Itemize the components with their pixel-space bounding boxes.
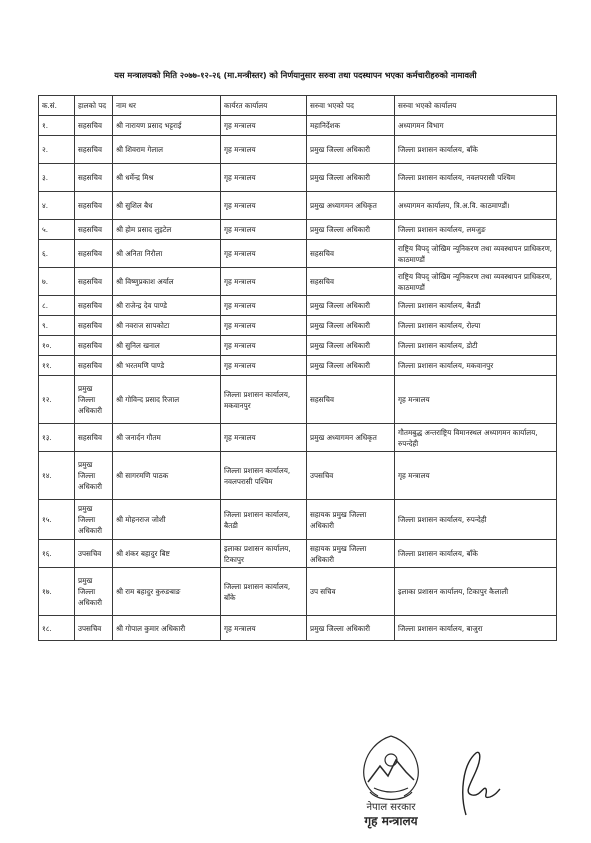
transfer-table — [38, 95, 557, 641]
header-name: नाम थर — [113, 96, 221, 116]
cell-name: श्री नवराज सापकोटा — [113, 316, 221, 336]
official-seal — [348, 730, 434, 830]
cell-current-office: जिल्ला प्रशासन कार्यालय, बैतडी — [221, 500, 307, 540]
cell-name: श्री धर्मेन्द्र मिश्र — [113, 164, 221, 192]
cell-current-post: सहसचिव — [75, 268, 113, 296]
cell-serial: ७. — [39, 268, 75, 296]
table-row — [39, 356, 557, 376]
cell-current-post: सहसचिव — [75, 116, 113, 136]
cell-new-office: जिल्ला प्रशासन कार्यालय, बाजुरा — [395, 616, 557, 641]
cell-current-post: प्रमुख जिल्ला अधिकारी — [75, 376, 113, 424]
cell-serial: १४. — [39, 452, 75, 500]
cell-name: श्री विष्णुप्रकाश अर्याल — [113, 268, 221, 296]
cell-current-office: गृह मन्त्रालय — [221, 116, 307, 136]
cell-new-office: राष्ट्रिय विपद् जोखिम न्यूनिकरण तथा व्यवस्थापन प्राधिकरण, काठमाण्डौं — [395, 268, 557, 296]
cell-new-office: जिल्ला प्रशासन कार्यालय, मकवानपुर — [395, 356, 557, 376]
table-header-row — [39, 96, 557, 116]
table-body — [39, 116, 557, 641]
cell-current-post: उपसचिव — [75, 616, 113, 641]
cell-name: श्री राजेन्द्र देव पाण्डे — [113, 296, 221, 316]
cell-new-post: सहसचिव — [307, 376, 395, 424]
cell-current-office: गृह मन्त्रालय — [221, 336, 307, 356]
table-row — [39, 616, 557, 641]
cell-name: श्री गोविन्द प्रसाद रिजाल — [113, 376, 221, 424]
table-row — [39, 296, 557, 316]
cell-new-post: प्रमुख जिल्ला अधिकारी — [307, 136, 395, 164]
cell-new-office: इलाका प्रशासन कार्यालय, टिकापुर कैलाली — [395, 568, 557, 616]
cell-current-office: जिल्ला प्रशासन कार्यालय, बाँके — [221, 568, 307, 616]
cell-new-post: महानिर्देशक — [307, 116, 395, 136]
cell-name: श्री सागरमणि पाठक — [113, 452, 221, 500]
table-row — [39, 336, 557, 356]
header-current-office: कार्यरत कार्यालय — [221, 96, 307, 116]
cell-new-post: प्रमुख जिल्ला अधिकारी — [307, 316, 395, 336]
cell-serial: १. — [39, 116, 75, 136]
cell-name: श्री सुनिल खनाल — [113, 336, 221, 356]
cell-new-post: उपसचिव — [307, 452, 395, 500]
cell-new-office: जिल्ला प्रशासन कार्यालय, रुपन्देही — [395, 500, 557, 540]
cell-new-office: गृह मन्त्रालय — [395, 452, 557, 500]
cell-new-post: प्रमुख जिल्ला अधिकारी — [307, 356, 395, 376]
cell-current-office: गृह मन्त्रालय — [221, 136, 307, 164]
svg-text:गृह मन्त्रालय: गृह मन्त्रालय — [364, 814, 418, 828]
cell-serial: १८. — [39, 616, 75, 641]
cell-current-post: सहसचिव — [75, 240, 113, 268]
cell-serial: ४. — [39, 192, 75, 220]
table-row — [39, 424, 557, 452]
cell-serial: १५. — [39, 500, 75, 540]
cell-new-office: राष्ट्रिय विपद् जोखिम न्यूनिकरण तथा व्यवस्थापन प्राधिकरण, काठमाण्डौं — [395, 240, 557, 268]
document-title: यस मन्त्रालयको मिति २०७७-१२-२६ (मा.मन्त्रीस्तर) को निर्णयानुसार सरुवा तथा पदस्थापन भएका कर्मचारीहरुको नामावली — [114, 70, 477, 80]
table-row — [39, 136, 557, 164]
cell-name: श्री अनिता निरौला — [113, 240, 221, 268]
header-new-post: सरुवा भएको पद — [307, 96, 395, 116]
cell-current-office: गृह मन्त्रालय — [221, 356, 307, 376]
cell-new-office: जिल्ला प्रशासन कार्यालय, बाँके — [395, 540, 557, 568]
table-row — [39, 164, 557, 192]
cell-new-office: अध्यागमन विभाग — [395, 116, 557, 136]
cell-new-post: सहसचिव — [307, 268, 395, 296]
cell-current-office: गृह मन्त्रालय — [221, 240, 307, 268]
cell-current-office: जिल्ला प्रशासन कार्यालय, मकवानपुर — [221, 376, 307, 424]
header-serial: क.सं. — [39, 96, 75, 116]
cell-serial: १०. — [39, 336, 75, 356]
cell-new-office: जिल्ला प्रशासन कार्यालय, डोटी — [395, 336, 557, 356]
cell-name: श्री शिवराम गेलाल — [113, 136, 221, 164]
cell-new-office: जिल्ला प्रशासन कार्यालय, नवलपरासी पश्चिम — [395, 164, 557, 192]
cell-current-office: गृह मन्त्रालय — [221, 316, 307, 336]
cell-new-post: प्रमुख जिल्ला अधिकारी — [307, 220, 395, 240]
cell-new-office: जिल्ला प्रशासन कार्यालय, लमजुङ — [395, 220, 557, 240]
cell-new-post: सहायक प्रमुख जिल्ला अधिकारी — [307, 500, 395, 540]
cell-serial: ५. — [39, 220, 75, 240]
cell-new-office: गृह मन्त्रालय — [395, 376, 557, 424]
cell-new-post: प्रमुख जिल्ला अधिकारी — [307, 296, 395, 316]
cell-new-post: प्रमुख जिल्ला अधिकारी — [307, 336, 395, 356]
cell-new-office: गौतमबुद्ध अन्तराष्ट्रिय विमानस्थल अध्यागमन कार्यालय, रुपन्देही — [395, 424, 557, 452]
table-row — [39, 192, 557, 220]
cell-serial: २. — [39, 136, 75, 164]
cell-serial: १२. — [39, 376, 75, 424]
signature — [446, 745, 502, 820]
table-row — [39, 268, 557, 296]
cell-new-post: सहायक प्रमुख जिल्ला अधिकारी — [307, 540, 395, 568]
cell-current-post: प्रमुख जिल्ला अधिकारी — [75, 452, 113, 500]
cell-current-post: सहसचिव — [75, 424, 113, 452]
table-row — [39, 568, 557, 616]
cell-serial: ६. — [39, 240, 75, 268]
cell-current-office: गृह मन्त्रालय — [221, 268, 307, 296]
cell-current-post: सहसचिव — [75, 164, 113, 192]
cell-current-office: गृह मन्त्रालय — [221, 192, 307, 220]
cell-new-post: उप सचिव — [307, 568, 395, 616]
cell-new-post: प्रमुख अध्यागमन अधिकृत — [307, 424, 395, 452]
table-row — [39, 240, 557, 268]
cell-name: श्री सुशिल बैध — [113, 192, 221, 220]
cell-current-post: सहसचिव — [75, 316, 113, 336]
cell-new-office: जिल्ला प्रशासन कार्यालय, बाँके — [395, 136, 557, 164]
table-row — [39, 116, 557, 136]
cell-name: श्री राम बहादुर कुरुङबाङ — [113, 568, 221, 616]
cell-serial: १७. — [39, 568, 75, 616]
header-new-office: सरुवा भएको कार्यालय — [395, 96, 557, 116]
cell-serial: १३. — [39, 424, 75, 452]
cell-current-post: प्रमुख जिल्ला अधिकारी — [75, 568, 113, 616]
cell-current-post: सहसचिव — [75, 192, 113, 220]
cell-current-office: जिल्ला प्रशासन कार्यालय, नवलपरासी पश्चिम — [221, 452, 307, 500]
cell-serial: ८. — [39, 296, 75, 316]
cell-current-office: गृह मन्त्रालय — [221, 424, 307, 452]
table-row — [39, 376, 557, 424]
cell-name: श्री नारायण प्रसाद भट्टराई — [113, 116, 221, 136]
cell-name: श्री मोहनराज जोशी — [113, 500, 221, 540]
cell-new-post: प्रमुख जिल्ला अधिकारी — [307, 616, 395, 641]
table-row — [39, 540, 557, 568]
cell-serial: ३. — [39, 164, 75, 192]
cell-name: श्री शंकर बहादुर बिष्ट — [113, 540, 221, 568]
cell-current-office: गृह मन्त्रालय — [221, 616, 307, 641]
table-row — [39, 220, 557, 240]
cell-current-post: सहसचिव — [75, 296, 113, 316]
cell-name: श्री भरतमणि पाण्डे — [113, 356, 221, 376]
cell-new-office: अध्यागमन कार्यालय, त्रि.अ.वि. काठमाण्डौं। — [395, 192, 557, 220]
table-row — [39, 316, 557, 336]
cell-current-office: गृह मन्त्रालय — [221, 164, 307, 192]
cell-current-office: गृह मन्त्रालय — [221, 296, 307, 316]
cell-new-post: सहसचिव — [307, 240, 395, 268]
cell-new-office: जिल्ला प्रशासन कार्यालय, रोल्पा — [395, 316, 557, 336]
cell-current-post: उपसचिव — [75, 540, 113, 568]
cell-serial: ११. — [39, 356, 75, 376]
cell-name: श्री जनार्दन गौतम — [113, 424, 221, 452]
cell-serial: १६. — [39, 540, 75, 568]
cell-current-post: प्रमुख जिल्ला अधिकारी — [75, 500, 113, 540]
cell-new-post: प्रमुख अध्यागमन अधिकृत — [307, 192, 395, 220]
table-row — [39, 500, 557, 540]
cell-current-post: सहसचिव — [75, 336, 113, 356]
table-row — [39, 452, 557, 500]
header-current-post: हालको पद — [75, 96, 113, 116]
cell-new-post: प्रमुख जिल्ला अधिकारी — [307, 164, 395, 192]
cell-name: श्री गोपाल कुमार अधिकारी — [113, 616, 221, 641]
cell-serial: ९. — [39, 316, 75, 336]
cell-current-office: गृह मन्त्रालय — [221, 220, 307, 240]
svg-text:नेपाल सरकार: नेपाल सरकार — [366, 802, 416, 813]
cell-current-office: इलाका प्रशासन कार्यालय, टिकापुर — [221, 540, 307, 568]
cell-current-post: सहसचिव — [75, 136, 113, 164]
cell-name: श्री होम प्रसाद लुइटेल — [113, 220, 221, 240]
cell-current-post: सहसचिव — [75, 356, 113, 376]
cell-current-post: सहसचिव — [75, 220, 113, 240]
cell-new-office: जिल्ला प्रशासन कार्यालय, बैतडी — [395, 296, 557, 316]
